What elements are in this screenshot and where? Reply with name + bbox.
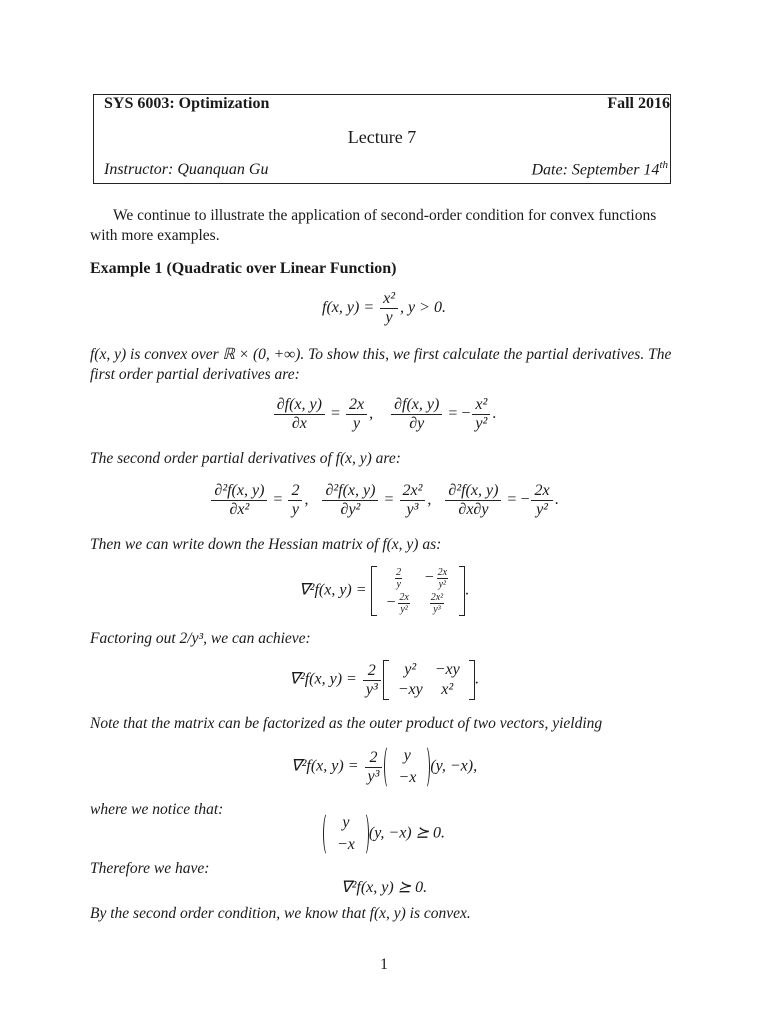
equation-outer-product: ∇²f(x, y) = $\frac{2}{\text{y³}}$ y −x (y, −x), — [0, 745, 768, 789]
therefore-text: Therefore we have: — [90, 860, 210, 877]
factoring-text: Factoring out 2/y³, we can achieve: — [90, 630, 311, 647]
factored-matrix: y² −xy −xy x² — [383, 660, 475, 700]
lecture-header-box — [93, 94, 671, 184]
term: Fall 2016 — [607, 95, 670, 112]
second-order-intro: The second order partial derivatives of f(x, y) are: — [90, 450, 401, 467]
column-vector-psd: y −x — [323, 812, 369, 856]
course-title: SYS 6003: Optimization — [104, 95, 270, 112]
equation-factored-hessian: ∇²f(x, y) = $\frac{2}{\text{y³}}$ y² −xy −xy x² . — [289, 661, 479, 698]
instructor: Instructor: Quanquan Gu — [104, 161, 269, 178]
notice-text: where we notice that: — [90, 801, 224, 818]
hessian-matrix: $\frac{2}{y}$ − $\frac{2x}{\text{y²}}$ − $\frac{2x}{\text{y²}}$ $\frac{\text{2x²}}{\text{y³}}$ — [371, 566, 466, 616]
conclusion-text: By the second order condition, we know that f(x, y) is convex. — [90, 905, 471, 922]
equation-hessian-matrix: ∇²f(x, y) = $\frac{2}{y}$ − $\frac{2x}{\text{y²}}$ − $\frac{2x}{\text{y²}}$ $\frac{\text{2x²}}{\text{y³}}$ . — [298, 567, 470, 615]
equation-second-order-partials: $\frac{\text{∂²f(x, y)}}{\text{∂x²}}$ = $\frac{2}{y}$ , $\frac{\text{∂²f(x, y)}}{\text{∂y²}}$ = $\frac{\text{2x²}}{\text{y³}}$ , $\frac{\text{∂²f(x, y)}}{\partial x\partial y}$ = − $\frac{2x}{\text{y²}}$ . — [0, 482, 768, 519]
equation-first-order-partials: $\frac{\partial f(x, y)}{\partial x}$ = $\frac{2x}{y}$ , $\frac{\partial f(x, y)}{\partial y}$ = − $\frac{\text{x²}}{\text{y²}}$ . — [0, 396, 768, 433]
intro-paragraph: We continue to illustrate the application of second-order condition for convex functions with more examples. — [90, 207, 657, 244]
page-number: 1 — [380, 956, 388, 973]
equation-function-definition: f(x, y) = $\frac{\text{x²}}{y}$ , y > 0. — [322, 290, 446, 326]
lecture-title: Lecture 7 — [347, 127, 417, 147]
convexity-claim: f(x, y) is convex over ℝ × (0, +∞). To show this, we first calculate the partial derivatives. The first order partial derivatives are: — [90, 346, 672, 383]
lecture-date: Date: September 14th — [531, 159, 668, 179]
outer-product-text: Note that the matrix can be factorized as the outer product of two vectors, yielding — [90, 715, 603, 732]
hessian-intro: Then we can write down the Hessian matrix of f(x, y) as: — [90, 536, 442, 553]
column-vector: y −x — [384, 745, 430, 789]
equation-final-psd: ∇²f(x, y) ⪰ 0. — [340, 879, 428, 896]
example-heading: Example 1 (Quadratic over Linear Function) — [90, 260, 397, 277]
equation-psd: y −x (y, −x) ⪰ 0. — [0, 812, 768, 856]
